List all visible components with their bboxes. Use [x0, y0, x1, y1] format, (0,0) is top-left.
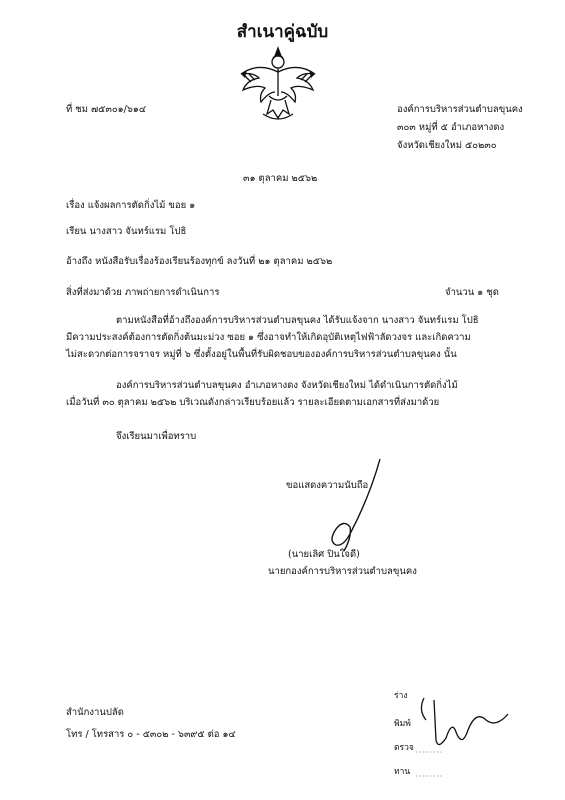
routing-initials-block: [394, 690, 514, 790]
phone-fax: โทร / โทรสาร ๐ - ๕๓๐๒ - ๖๓๙๕ ต่อ ๑๔: [66, 729, 236, 740]
routing-initials-signature: [416, 690, 511, 780]
margin-label-reviewed: ทาน: [394, 767, 411, 777]
margin-label-checked: ตรวจ: [394, 743, 414, 753]
signer-title: นายกองค์การบริหารส่วนตำบลขุนคง: [268, 566, 417, 577]
paragraph2-line2: เมื่อวันที่ ๓๐ ตุลาคม ๒๕๖๒ บริเวณดังกล่าวเรียบร้อยแล้ว รายละเอียดตามเอกสารที่ส่งมาด้วย: [66, 397, 440, 408]
reference-number: ที่ ชม ๗๕๓๐๑/๖๑๔: [66, 104, 147, 115]
margin-label-draft: ร่าง: [394, 691, 408, 701]
letter-reference: อ้างถึง หนังสือรับเรื่องร้องเรียนร้องทุกข์ ลงวันที่ ๒๑ ตุลาคม ๒๕๖๒: [66, 256, 333, 267]
enclosure-label: สิ่งที่ส่งมาด้วย ภาพถ่ายการดำเนินการ: [66, 287, 220, 298]
paragraph1-line3: ไม่สะดวกต่อการจราจร หมู่ที่ ๖ ซึ่งตั้งอยู่ในพื้นที่รับผิดชอบขององค์การบริหารส่วนตำบลขุนคง นั้น: [66, 349, 457, 360]
closing-line: จึงเรียนมาเพื่อทราบ: [116, 431, 197, 442]
signer-name: (นายเลิศ ปินใจดี): [288, 549, 360, 560]
letter-subject: เรื่อง แจ้งผลการตัดกิ่งไม้ ขอย ๑: [66, 200, 196, 211]
paragraph2-line1: องค์การบริหารส่วนตำบลขุนคง อำเภอหางดง จังหวัดเชียงใหม่ ได้ดำเนินการตัดกิ่งไม้: [116, 380, 458, 391]
paragraph1-line2: มีความประสงค์ต้องการตัดกิ่งต้นมะม่วง ซอย ๑ ซึ่งอาจทำให้เกิดอุบัติเหตุไฟฟ้าลัดวงจร และเกิดความ: [66, 332, 471, 343]
document-header-title: สำเนาคู่ฉบับ: [236, 22, 329, 42]
margin-label-typed: พิมพ์: [394, 719, 411, 729]
enclosure-quantity: จำนวน ๑ ชุด: [445, 287, 499, 298]
regards-line: ขอแสดงความนับถือ: [286, 480, 369, 491]
garuda-emblem: [233, 44, 323, 124]
letter-date: ๓๑ ตุลาคม ๒๕๖๒: [243, 173, 318, 184]
paragraph1-line1: ตามหนังสือที่อ้างถึงองค์การบริหารส่วนตำบลขุนคง ได้รับแจ้งจาก นางสาว จันทร์แรม โปธิ: [116, 315, 479, 326]
handwritten-signature: [300, 455, 390, 555]
sender-address-line1: องค์การบริหารส่วนตำบลขุนคง: [397, 104, 523, 115]
letter-recipient: เรียน นางสาว จันทร์แรม โปธิ: [66, 226, 187, 237]
office-name: สำนักงานปลัด: [66, 707, 124, 718]
sender-address-line2: ๓๐๓ หมู่ที่ ๕ อำเภอหางดง: [397, 122, 505, 133]
sender-address-line3: จังหวัดเชียงใหม่ ๕๐๒๓๐: [397, 140, 497, 151]
